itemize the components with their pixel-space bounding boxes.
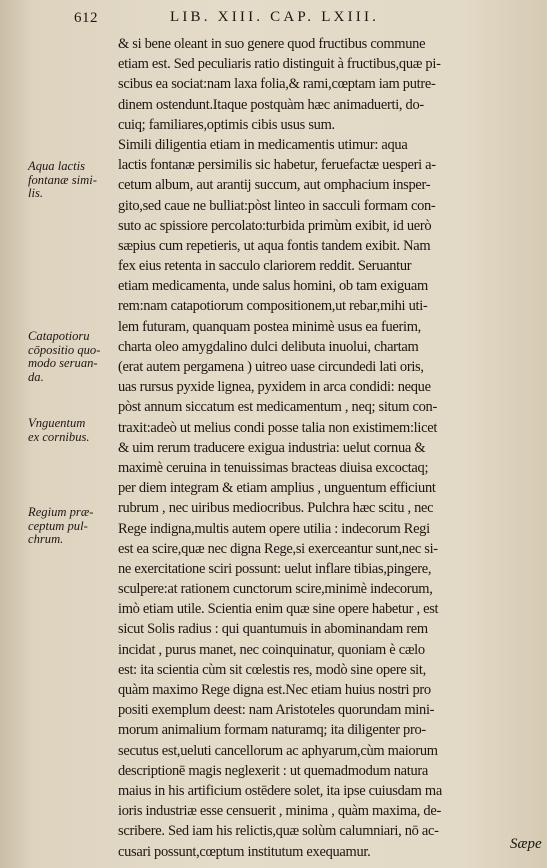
catchword: Sæpe	[510, 836, 542, 852]
text-line: (erat autem pergamena ) uitreo uase circundedi lati oris,	[118, 359, 424, 375]
text-line: est ea scire,quæ nec digna Rege,si exerceantur sunt,nec si-	[118, 540, 438, 557]
running-head: LIB. XIII. CAP. LXIII.	[170, 9, 380, 25]
text-line: etiam medicamenta, unde salus homini, ob tam exiguam	[118, 278, 428, 295]
margin-note-line: fontanæ simi-	[28, 172, 97, 187]
text-line: Rege indigna,multis autem opere utilia : indecorum Regi	[118, 520, 430, 537]
margin-note-line: Catapotioru	[28, 329, 90, 343]
text-line: & si bene oleant in suo genere quod fructibus commune	[118, 36, 426, 52]
text-line: pòst annum siccatum est medicamentum , neq; situm con-	[118, 399, 437, 416]
margin-note-aqua-lactis	[28, 160, 118, 201]
text-line: uas rursus pyxide lignea, pyxidem in arca condidi: neque	[118, 379, 431, 396]
margin-note-line: cōpositio quo-	[28, 342, 101, 357]
text-line: cuiq; familiares,optimis cibis usus sum.	[118, 116, 335, 133]
text-line: charta oleo amygdalino dulci delibuta inuolui, chartam	[118, 338, 419, 355]
margin-note-line: lis.	[28, 186, 44, 200]
text-line: secutus est,ueluti cancellorum ac aphyarum,cùm maiorum	[118, 742, 438, 759]
margin-note-line: Aqua lactis	[28, 159, 86, 173]
text-line: maius in his artificium ostēdere solet, ita ipse cuiusdam ma	[118, 782, 442, 799]
body-text	[118, 34, 547, 862]
margin-notes	[0, 0, 116, 868]
text-line: imò etiam utile. Scientia enim quæ sine opere habetur , est	[118, 601, 439, 618]
margin-note-regium	[28, 506, 118, 547]
text-line: etiam est. Sed peculiaris ratio distinguit à fructibus,quæ pi-	[118, 56, 441, 73]
text-line: gito,sed caue ne bulliat:pòst linteo in sacculi formam con-	[118, 197, 436, 214]
text-line: ioris industriæ esse censuerit , minima , quàm maxima, de-	[118, 803, 441, 820]
text-line: ne exercitatione sciri possunt: uelut inflare tibias,pingere,	[118, 560, 432, 577]
text-line: dinem ostendunt.Itaque postquàm hæc animaduerti, do-	[118, 96, 424, 113]
margin-note-line: Regium præ-	[28, 505, 94, 519]
text-line: descriptionē magis neglexerit : ut quemadmodum natura	[118, 762, 429, 779]
margin-note-line: Vnguentum	[28, 416, 86, 430]
margin-note-catapotiorum	[28, 330, 118, 384]
text-line: morum animalium formam naturamq; ita diligenter pro-	[118, 722, 426, 739]
text-line: quàm maximo Rege digna est.Nec etiam huius nostri pro	[118, 682, 431, 698]
text-line: & uim rerum traducere exigua industria: uelut cornua &	[118, 439, 426, 456]
text-line: positi exemplum deest: nam Aristoteles quorundam mini-	[118, 702, 435, 719]
text-line: scribere. Sed iam his relictis,quæ solùm calumniari, nō ac-	[118, 823, 439, 840]
margin-note-line: chrum.	[28, 532, 64, 546]
text-line: per diem integram & etiam amplius , unguentum efficiunt	[118, 480, 436, 497]
text-line: lactis fontanæ persimilis sic habetur, feruefactæ uesperi a-	[118, 157, 436, 174]
margin-note-line: da.	[28, 369, 44, 384]
page-number: 612	[74, 10, 98, 26]
text-line: sæpius cum repetieris, ut aqua fontis tandem exibit. Nam	[118, 237, 431, 254]
text-line: Simili diligentia etiam in medicamentis utimur: aqua	[118, 136, 408, 153]
text-line: sicut Solis radius : qui quantumuis in abominandam rem	[118, 621, 428, 638]
margin-note-line: ceptum pul-	[28, 518, 88, 533]
text-line: maximè ceruina in tenuissimas bracteas diuisa excoctaq;	[118, 459, 429, 476]
text-line: est: ita scientia cùm sit cœlestis res, modò sine opere sit,	[118, 661, 426, 678]
text-line: rubrum , nec uiribus mediocribus. Pulchra hæc scitu , nec	[118, 500, 434, 517]
text-line: traxit:adeò ut melius condi posse talia non existimem:licet	[118, 419, 438, 436]
text-line: lem futuram, quanquam postea minimè usus ea fuerim,	[118, 318, 421, 335]
text-line: rem:nam catapotiorum compositionem,ut rebar,mihi uti-	[118, 298, 428, 315]
page-header	[74, 6, 544, 30]
text-line: fex eius retenta in sacculo clariorem reddit. Seruantur	[118, 258, 412, 275]
text-line: scibus ea sociat:nam laxa folia,& rami,cœptam iam putre-	[118, 76, 436, 93]
margin-note-line: ex cornibus.	[28, 429, 90, 444]
text-line: cetum album, aut arantij succum, aut omphacium insper-	[118, 177, 431, 194]
text-line: cusari possunt,cœptum institutum exequamur.	[118, 843, 371, 860]
text-line: suto ac spissiore percolato:turbida primùm exibit, id uerò	[118, 217, 432, 234]
text-line: incidat , purus manet, nec coinquinatur, quoniam è cælo	[118, 641, 425, 658]
margin-note-line: modo seruan-	[28, 356, 98, 370]
margin-note-unguentum	[28, 417, 118, 444]
text-line: sculpere:at rationem cunctorum scire,minimè indecorum,	[118, 581, 433, 598]
